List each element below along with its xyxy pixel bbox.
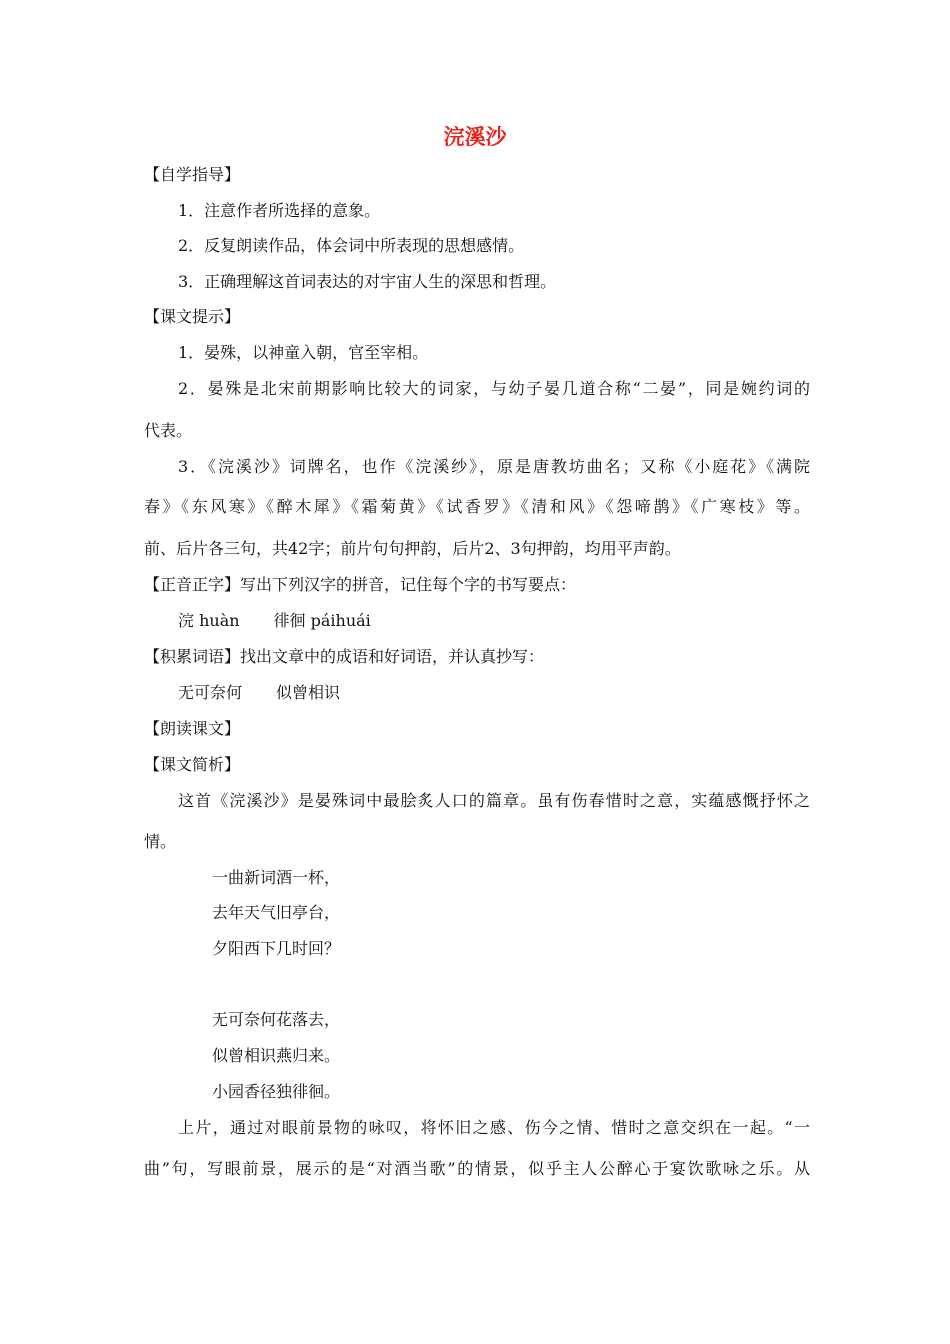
analysis-paragraph-continued: 情。 bbox=[144, 832, 177, 851]
pinyin-instruction: 写出下列汉字的拼音，记住每个字的书写要点： bbox=[240, 575, 577, 594]
word-item: 似曾相识 bbox=[276, 683, 341, 702]
poem-line: 夕阳西下几时回？ bbox=[212, 939, 341, 958]
analysis-paragraph: 上片，通过对眼前景物的咏叹，将怀旧之感、伤今之情、惜时之意交织在一起。“一 bbox=[178, 1118, 810, 1137]
guide-item: 2．反复朗读作品，体会词中所表现的思想感情。 bbox=[178, 236, 525, 255]
section-words bbox=[144, 647, 810, 667]
tips-item: 3．《浣溪沙》词牌名，也作《浣溪纱》，原是唐教坊曲名；又称《小庭花》《满院 bbox=[178, 457, 810, 476]
poem-line: 无可奈何花落去， bbox=[212, 1010, 341, 1029]
tips-item-continued: 春》《东风寒》《醉木犀》《霜菊黄》《试香罗》《清和风》《怨啼鹊》《广寒枝》等。 bbox=[144, 497, 810, 516]
poem-line: 去年天气旧亭台， bbox=[212, 903, 341, 922]
section-heading-pinyin: 【正音正字】 bbox=[144, 575, 241, 594]
tips-item: 2．晏殊是北宋前期影响比较大的词家，与幼子晏几道合称“二晏”，同是婉约词的 bbox=[178, 379, 810, 398]
section-heading-words: 【积累词语】 bbox=[144, 647, 241, 666]
poem-line: 小园香径独徘徊。 bbox=[212, 1082, 341, 1101]
tips-item-continued: 前、后片各三句，共42字；前片句句押韵，后片2、3句押韵，均用平声韵。 bbox=[144, 539, 681, 558]
section-heading-analysis: 【课文简析】 bbox=[144, 755, 241, 774]
word-item: 无可奈何 bbox=[178, 683, 243, 702]
tips-item-continued: 代表。 bbox=[144, 421, 193, 440]
document-title: 浣溪沙 bbox=[443, 125, 507, 149]
guide-item: 1．注意作者所选择的意象。 bbox=[178, 201, 381, 220]
poem-line: 一曲新词酒一杯， bbox=[212, 868, 341, 887]
analysis-paragraph-continued: 曲”句，写眼前景，展示的是“对酒当歌”的情景，似乎主人公醉心于宴饮歌咏之乐。从 bbox=[144, 1159, 810, 1178]
pinyin-item: 徘徊 páihuái bbox=[273, 611, 371, 630]
guide-item: 3．正确理解这首词表达的对宇宙人生的深思和哲理。 bbox=[178, 272, 557, 291]
section-heading-read: 【朗读课文】 bbox=[144, 719, 241, 738]
words-row bbox=[178, 683, 810, 703]
tips-item: 1．晏殊，以神童入朝，官至宰相。 bbox=[178, 343, 429, 362]
poem-line: 似曾相识燕归来。 bbox=[212, 1046, 341, 1065]
pinyin-item: 浣 huàn bbox=[178, 611, 240, 630]
words-instruction: 找出文章中的成语和好词语，并认真抄写： bbox=[240, 647, 545, 666]
section-pinyin bbox=[144, 575, 810, 595]
section-heading-guide: 【自学指导】 bbox=[144, 165, 241, 184]
section-heading-tips: 【课文提示】 bbox=[144, 307, 241, 326]
analysis-paragraph: 这首《浣溪沙》是晏殊词中最脍炙人口的篇章。虽有伤春惜时之意，实蕴感慨抒怀之 bbox=[178, 791, 810, 810]
pinyin-row bbox=[178, 611, 810, 631]
